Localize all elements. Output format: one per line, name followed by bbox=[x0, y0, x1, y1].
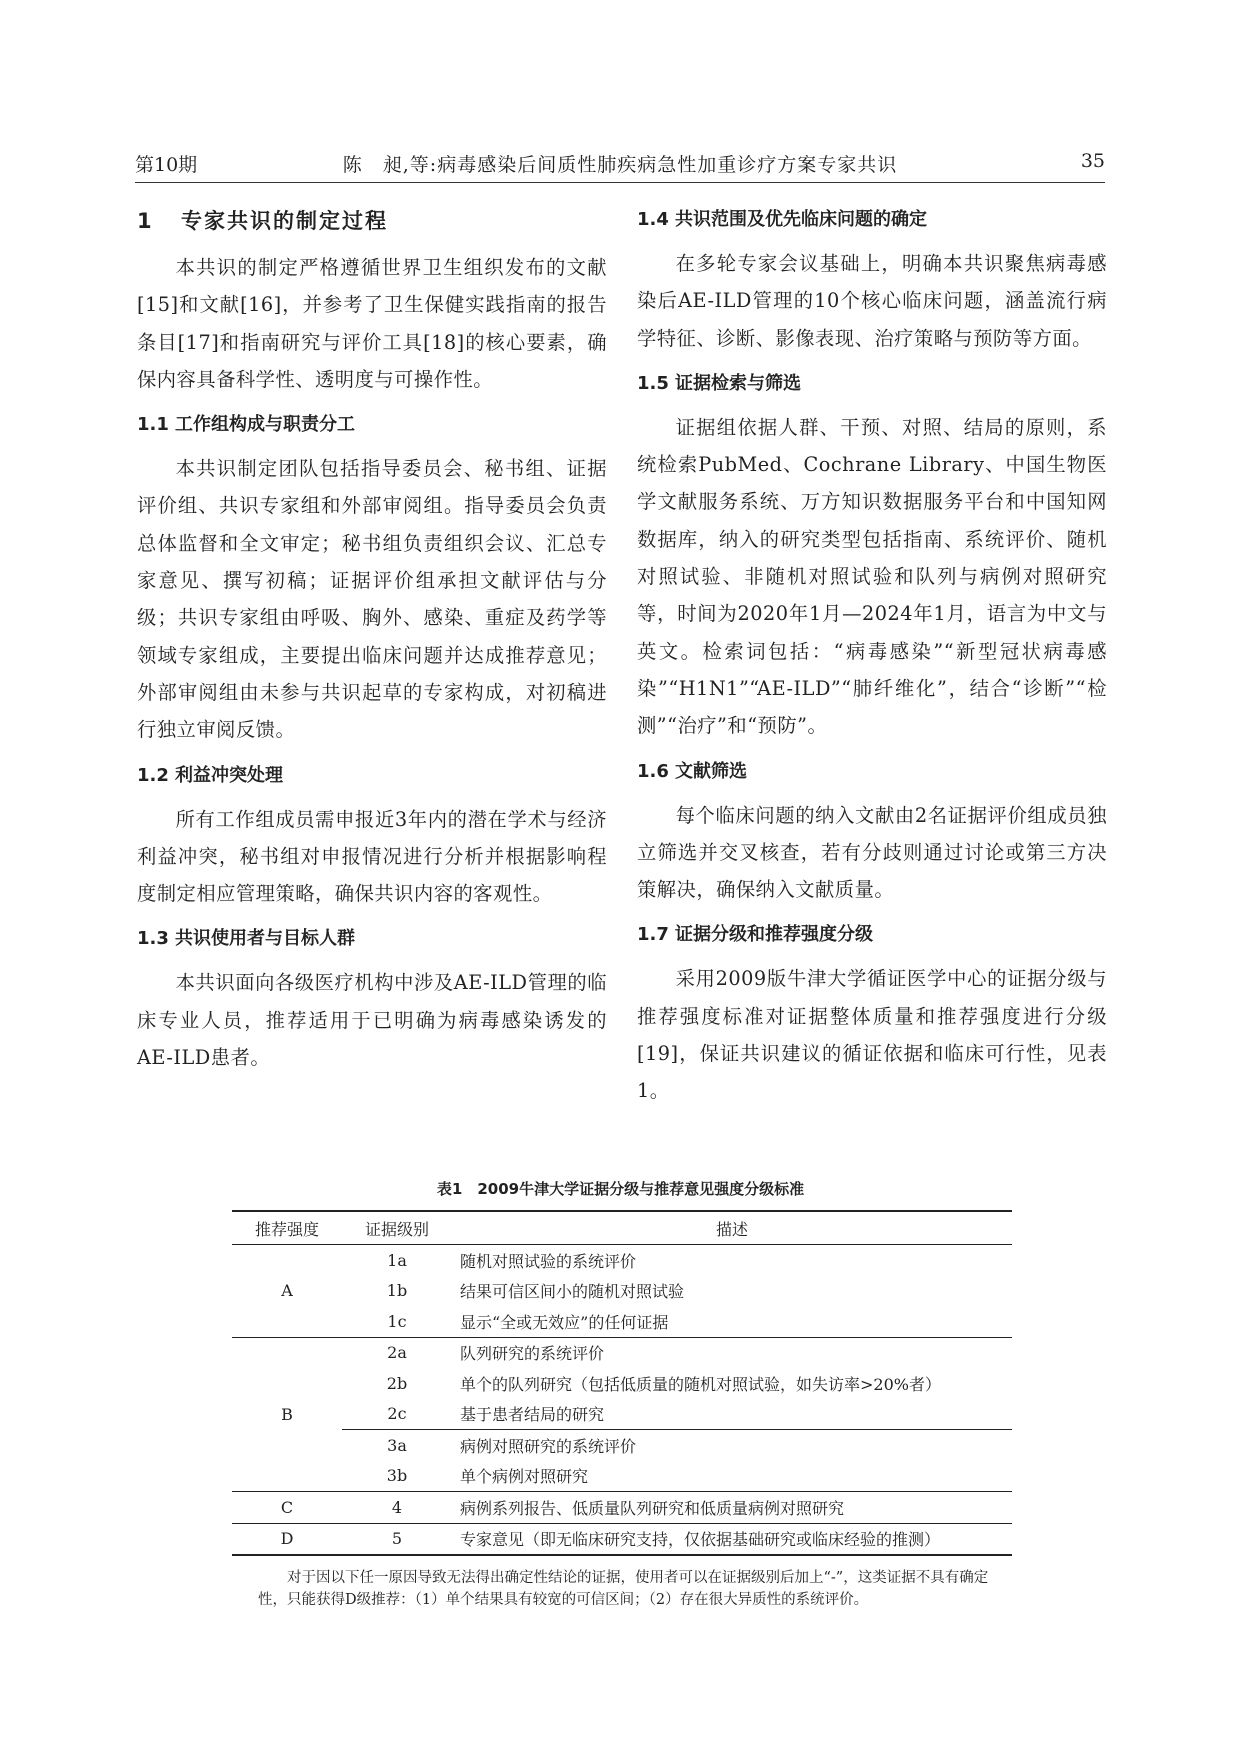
subsection-heading: 1.7 证据分级和推荐强度分级 bbox=[637, 924, 873, 946]
table-caption: 表1 2009牛津大学证据分级与推荐意见强度分级标准 bbox=[436, 1180, 805, 1198]
section-paragraph: 本共识的制定严格遵循世界卫生组织发布的文献[15]和文献[16]，并参考了卫生保健实践指南的报告条目[17]和指南研究与评价工具[18]的核心要素，确保内容具备科学性、透明度与可操作性。 bbox=[137, 256, 607, 391]
issue-number: 第10期 bbox=[135, 154, 198, 176]
table-row: 3a 病例对照研究的系统评价 bbox=[232, 1430, 1012, 1461]
subsection-heading: 1.2 利益冲突处理 bbox=[137, 764, 283, 786]
subsection-heading: 1.5 证据检索与筛选 bbox=[637, 372, 801, 394]
table-row: D 5 专家意见（即无临床研究支持，仅依据基础研究或临床经验的推测） bbox=[232, 1523, 1012, 1555]
left-column bbox=[137, 205, 607, 1076]
table-row: 2a 队列研究的系统评价 bbox=[232, 1337, 1012, 1368]
table-header-row bbox=[232, 1211, 1012, 1245]
table-row: 2b 单个的队列研究（包括低质量的随机对照试验，如失访率>20%者） bbox=[386, 1373, 941, 1394]
subsection-paragraph: 所有工作组成员需申报近3年内的潜在学术与经济利益冲突，秘书组对申报情况进行分析并根据影响程度制定相应管理策略，确保共识内容的客观性。 bbox=[137, 807, 607, 906]
table-row: C 4 病例系列报告、低质量队列研究和低质量病例对照研究 bbox=[232, 1492, 1012, 1524]
column-header: 推荐强度 bbox=[232, 1211, 342, 1245]
subsection-heading: 1.6 文献筛选 bbox=[637, 760, 747, 782]
table-footnote: 对于因以下任一原因导致无法得出确定性结论的证据，使用者可以在证据级别后加上“-”，这类证据不具有确定性，只能获得D级推荐：（1）单个结果具有较宽的可信区间；（2）存在很大异质性的系统评价。 bbox=[258, 1570, 989, 1608]
running-header bbox=[135, 150, 1105, 183]
subsection-paragraph: 在多轮专家会议基础上，明确本共识聚焦病毒感染后AE-ILD管理的10个核心临床问题，涵盖流行病学特征、诊断、影像表现、治疗策略与预防等方面。 bbox=[637, 252, 1107, 350]
subsection-heading: 1.3 共识使用者与目标人群 bbox=[137, 928, 355, 950]
subsection-heading: 1.4 共识范围及优先临床问题的确定 bbox=[637, 209, 927, 230]
table-row: 1a 随机对照试验的系统评价 bbox=[387, 1250, 637, 1271]
running-title: 陈 昶,等:病毒感染后间质性肺疾病急性加重诊疗方案专家共识 bbox=[342, 154, 898, 176]
subsection-paragraph: 采用2009版牛津大学循证医学中心的证据分级与推荐强度标准对证据整体质量和推荐强度进行分级[19]，保证共识建议的循证依据和临床可行性，见表1。 bbox=[637, 967, 1107, 1103]
column-header: 描述 bbox=[452, 1211, 1012, 1245]
table-row: 3b 单个病例对照研究 bbox=[386, 1466, 589, 1487]
section-heading: 1 专家共识的制定过程 bbox=[137, 209, 388, 233]
table-row: A 1b 结果可信区间小的随机对照试验 bbox=[281, 1281, 685, 1302]
right-column bbox=[637, 205, 1107, 1110]
table-row: B 2c 基于患者结局的研究 bbox=[281, 1404, 605, 1425]
subsection-paragraph: 每个临床问题的纳入文献由2名证据评价组成员独立筛选并交叉核查，若有分歧则通过讨论或第三方决策解决，确保纳入文献质量。 bbox=[637, 803, 1107, 902]
subsection-paragraph: 证据组依据人群、干预、对照、结局的原则，系统检索PubMed、Cochrane Library、中国生物医学文献服务系统、万方知识数据服务平台和中国知网数据库，纳入的研究类型包括指南、系统评价、随机对照试验、非随机对照试验和队列与病例对照研究等，时间为2020年1月—2024年1月，语言为中文与英文。检索词包括：“病毒感染”“新型冠状病毒感染”“H1N1”“AE-ILD”“肺纤维化”，结合“诊断”“检测”“治疗”和“预防”。 bbox=[637, 415, 1107, 738]
subsection-paragraph: 本共识面向各级医疗机构中涉及AE-ILD管理的临床专业人员，推荐适用于已明确为病毒感染诱发的AE-ILD患者。 bbox=[137, 971, 607, 1070]
table-row: 1c 显示“全或无效应”的任何证据 bbox=[387, 1311, 669, 1332]
subsection-heading: 1.1 工作组构成与职责分工 bbox=[137, 414, 355, 436]
evidence-grade-table bbox=[232, 1210, 1012, 1556]
page-number: 35 bbox=[1080, 150, 1105, 172]
column-header: 证据级别 bbox=[342, 1211, 452, 1245]
subsection-paragraph: 本共识制定团队包括指导委员会、秘书组、证据评价组、共识专家组和外部审阅组。指导委员会负责总体监督和全文审定；秘书组负责组织会议、汇总专家意见、撰写初稿；证据评价组承担文献评估与分级；共识专家组由呼吸、胸外、感染、重症及药学等领域专家组成，主要提出临床问题并达成推荐意见；外部审阅组由未参与共识起草的专家构成，对初稿进行独立审阅反馈。 bbox=[137, 457, 607, 742]
